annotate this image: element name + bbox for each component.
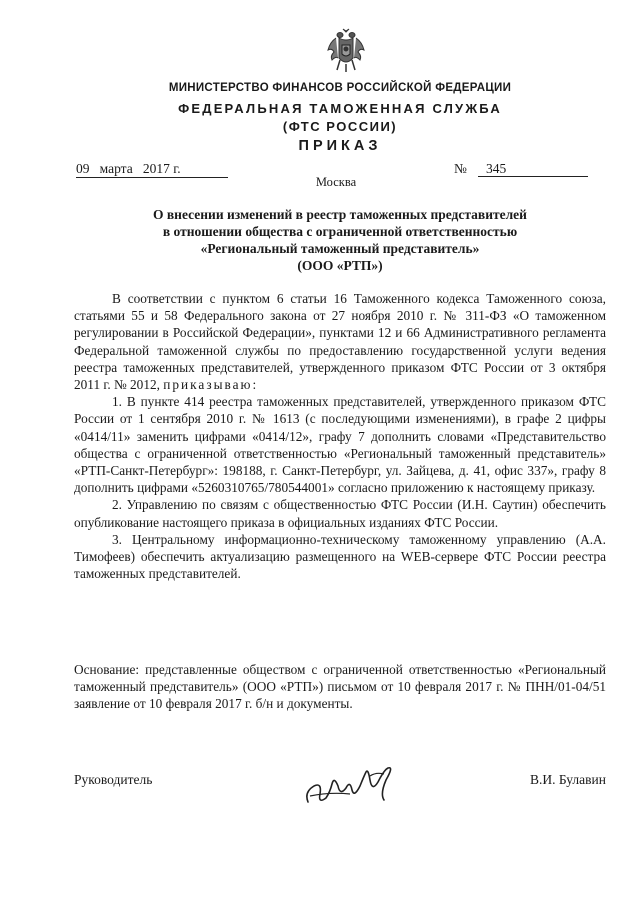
order-word: приказываю: <box>163 377 259 393</box>
handwritten-signature <box>300 762 410 812</box>
order-date: 09 марта 2017 г. <box>76 160 228 178</box>
item-2: 2. Управлению по связям с общественностью ФТС России (И.Н. Саутин) обеспечить опубликование настоящего приказа в официальных изданиях ФТС России. <box>74 497 606 530</box>
agency-name: ФЕДЕРАЛЬНАЯ ТАМОЖЕННАЯ СЛУЖБА <box>178 101 502 116</box>
order-number: 345 <box>478 160 588 177</box>
basis-paragraph: Основание: представленные обществом с ограниченной ответственностью «Региональный таможенный представитель» (ООО «РТП») письмом от 10 февраля 2017 г. № ПНН/01-04/51 заявление от 10 февраля 2017 г. б/н и документы. <box>74 662 606 712</box>
city: Москва <box>315 175 357 189</box>
item-3: 3. Центральному информационно-техническому таможенному управлению (А.А. Тимофеев) обеспечить актуализацию размещенного на WEB-сервере ФТС России реестра таможенных представителей. <box>74 531 606 582</box>
document-title <box>80 206 600 274</box>
title-line: О внесении изменений в реестр таможенных представителей <box>153 207 527 222</box>
signer-name: В.И. Булавин <box>529 772 606 787</box>
intro-text: В соответствии с пунктом 6 статьи 16 Таможенного кодекса Таможенного союза, статьями 55 и 58 Федерального закона от 27 ноября 2010 г. № 311-ФЗ «О таможенном регулировании в Российской Федерации», пунктами 12 и 66 Административного регламента Федеральной таможенной службы по предоставлению государственной услуги ведения реестра таможенных представителей, утвержденного приказом ФТС России от 3 октября 2011 г. № 2012, <box>74 291 606 393</box>
document-type: ПРИКАЗ <box>298 138 382 154</box>
title-line: в отношении общества с ограниченной ответственностью <box>162 224 518 239</box>
order-number-label: № <box>454 161 467 176</box>
document-body <box>74 290 606 582</box>
title-line: (ООО «РТП») <box>297 258 383 273</box>
agency-short-name: (ФТС РОССИИ) <box>282 119 398 134</box>
signer-title: Руководитель <box>74 772 153 787</box>
coat-of-arms-icon <box>326 28 366 74</box>
item-1: 1. В пункте 414 реестра таможенных представителей, утвержденного приказом ФТС России от 1 сентября 2010 г. № 1613 (с последующими изменениями), в графе 2 цифры «0414/11» заменить цифрами «0414/12», графу 7 дополнить словами «Представительство общества с ограниченной ответственностью «Региональный таможенный представитель» «РТП-Санкт-Петербург»: 198188, г. Санкт-Петербург, ул. Зайцева, д. 41, офис 337», графу 8 дополнить цифрами «5260310765/780544001» согласно приложению к настоящему приказу. <box>74 394 606 496</box>
title-line: «Региональный таможенный представитель» <box>200 241 480 256</box>
intro-paragraph <box>74 290 606 393</box>
ministry-name: МИНИСТЕРСТВО ФИНАНСОВ РОССИЙСКОЙ ФЕДЕРАЦИИ <box>168 82 512 94</box>
